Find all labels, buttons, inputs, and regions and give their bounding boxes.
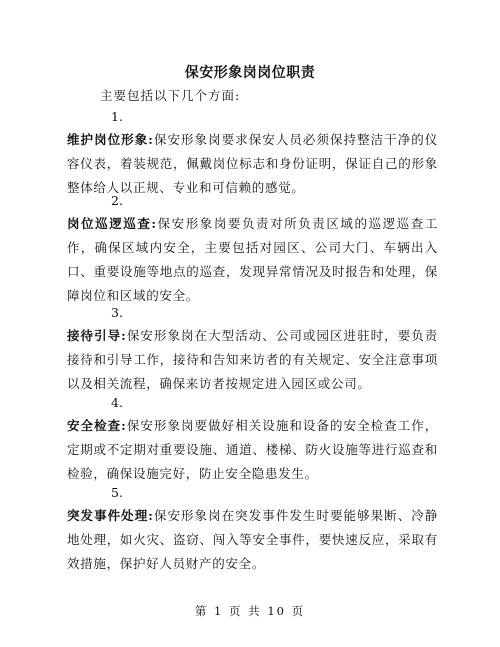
section-body: 保安形象岗要求保安人员必须保持整洁干净的仪容仪表，着装规范，佩戴岗位标志和身份证明，保证自己的形象整体给人以正规、专业和可信赖的感觉。	[67, 132, 438, 195]
section-3	[67, 302, 438, 396]
section-body: 保安形象岗要做好相关设施和设备的安全检查工作，定期或不定期对重要设施、通道、楼梯、防火设施等进行巡查和检验，确保设施完好，防止安全隐患发生。	[67, 418, 438, 481]
section-paragraph	[67, 212, 438, 308]
section-heading: 接待引导:	[67, 328, 127, 343]
section-4	[67, 392, 438, 486]
section-1	[67, 106, 438, 200]
section-number: 4.	[111, 395, 123, 410]
section-heading: 安全检查:	[67, 418, 127, 433]
section-paragraph	[67, 504, 438, 576]
document-title: 保安形象岗岗位职责	[184, 65, 316, 81]
section-heading: 维护岗位形象:	[67, 132, 154, 147]
section-paragraph	[67, 324, 438, 396]
section-number: 1.	[111, 109, 123, 124]
page-footer: 第 1 页 共 10 页	[194, 604, 306, 618]
intro-text: 主要包括以下几个方面:	[100, 88, 241, 103]
section-paragraph	[67, 414, 438, 486]
section-body: 保安形象岗在突发事件发生时要能够果断、冷静地处理，如火灾、盗窃、闯入等安全事件，要快速反应，采取有效措施，保护好人员财产的安全。	[67, 508, 438, 571]
section-number: 3.	[111, 305, 123, 320]
section-body: 保安形象岗要负责对所负责区域的巡逻巡查工作，确保区域内安全，主要包括对园区、公司大门、车辆出入口、重要设施等地点的巡查，发现异常情况及时报告和处理，保障岗位和区域的安全。	[67, 216, 438, 303]
section-body: 保安形象岗在大型活动、公司或园区进驻时，要负责接待和引导工作，接待和告知来访者的有关规定、安全注意事项以及相关流程，确保来访者按规定进入园区或公司。	[67, 328, 438, 391]
section-2	[67, 190, 438, 308]
section-heading: 突发事件处理:	[67, 508, 154, 523]
section-number: 5.	[111, 485, 123, 500]
section-heading: 岗位巡逻巡查:	[67, 216, 157, 231]
section-number: 2.	[111, 193, 123, 208]
section-5	[67, 482, 438, 576]
